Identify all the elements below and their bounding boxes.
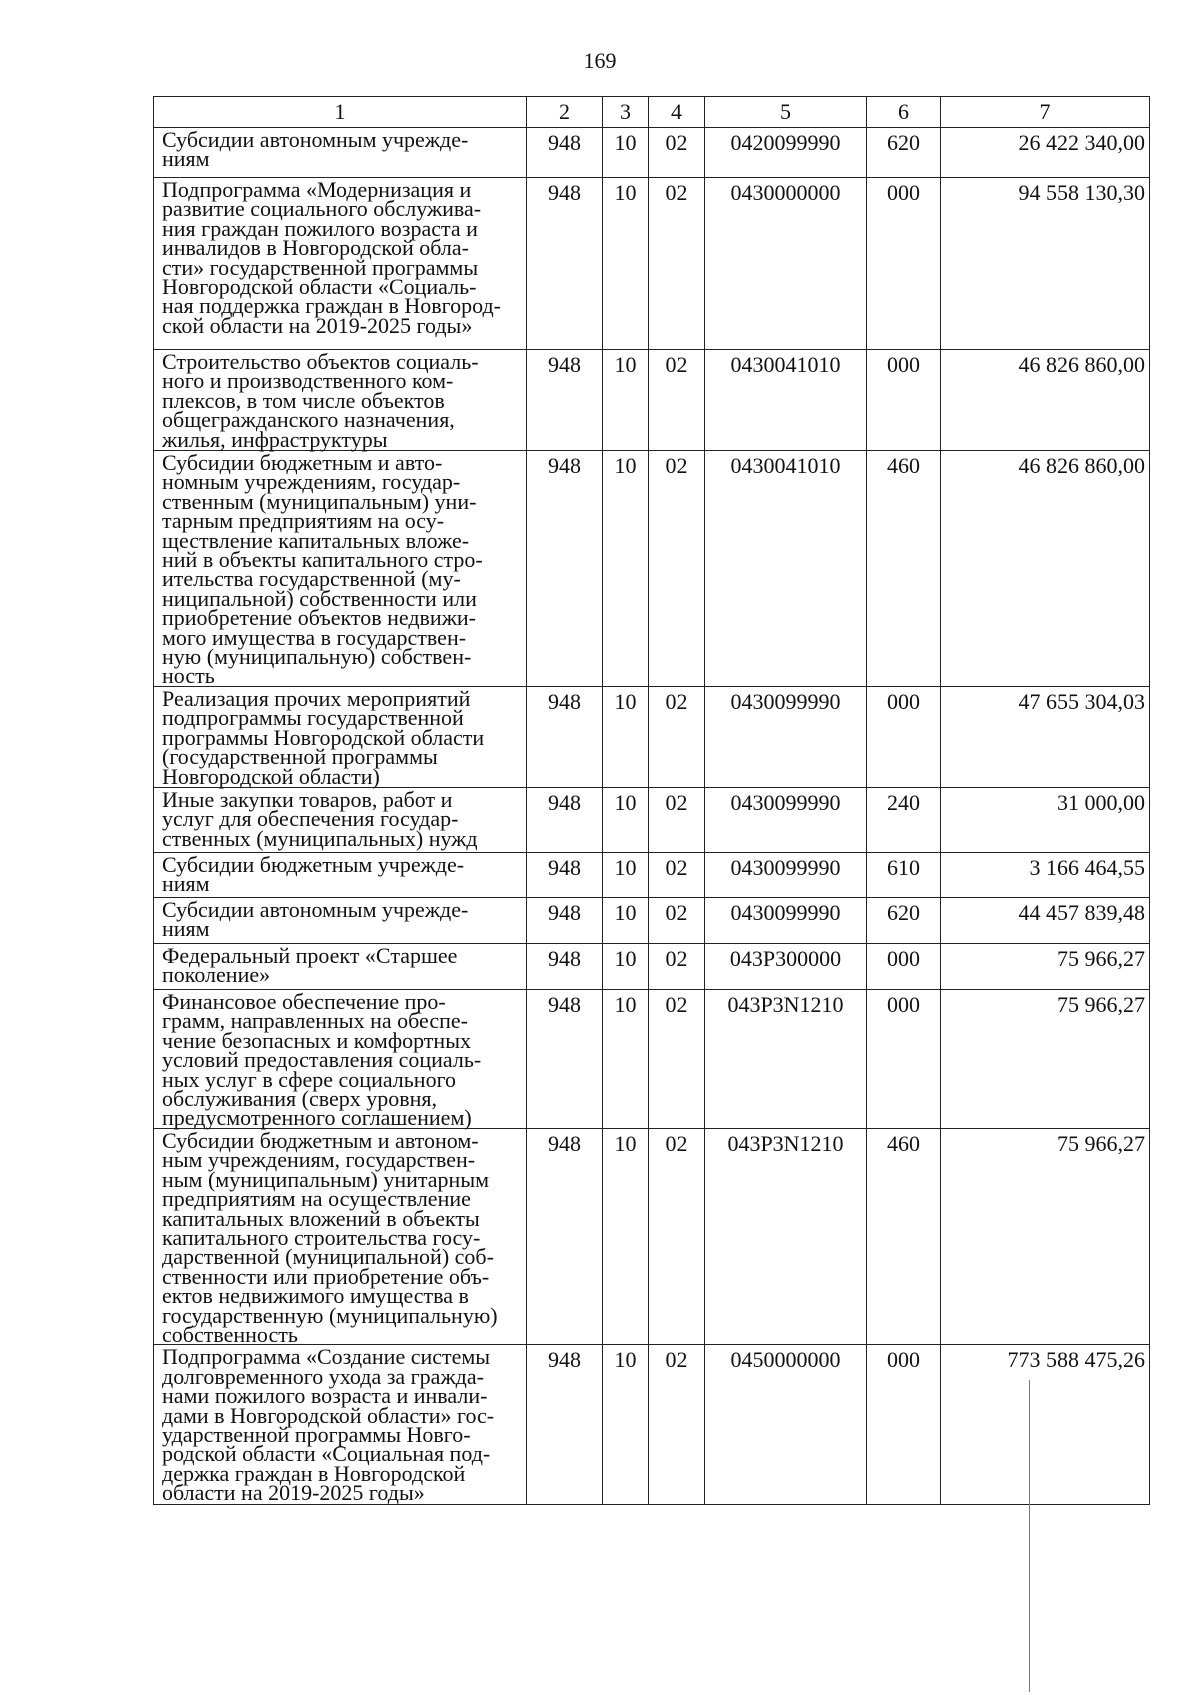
row-description: Субсидии бюджетным учрежде- ниям xyxy=(154,852,527,897)
row-expense-type: 620 xyxy=(867,897,941,943)
table-row xyxy=(154,350,1150,451)
row-expense-type: 000 xyxy=(867,350,941,451)
row-subsection-code: 02 xyxy=(649,350,705,451)
row-description: Субсидии автономным учрежде- ниям xyxy=(154,128,527,178)
row-department-code: 948 xyxy=(527,686,603,787)
page-number: 169 xyxy=(583,48,617,73)
row-target-article: 0420099990 xyxy=(705,128,867,178)
row-expense-type: 000 xyxy=(867,989,941,1128)
row-amount: 773 588 475,26 xyxy=(941,1345,1150,1505)
row-target-article: 0430041010 xyxy=(705,350,867,451)
row-expense-type: 460 xyxy=(867,451,941,687)
row-section-code: 10 xyxy=(603,451,649,687)
header-col-1: 1 xyxy=(154,97,527,128)
row-target-article: 0430099990 xyxy=(705,852,867,897)
row-department-code: 948 xyxy=(527,1128,603,1344)
table-row xyxy=(154,989,1150,1128)
row-subsection-code: 02 xyxy=(649,1345,705,1505)
row-section-code: 10 xyxy=(603,852,649,897)
row-expense-type: 460 xyxy=(867,1128,941,1344)
row-target-article: 043P300000 xyxy=(705,943,867,989)
row-subsection-code: 02 xyxy=(649,852,705,897)
row-expense-type: 610 xyxy=(867,852,941,897)
row-expense-type: 000 xyxy=(867,686,941,787)
header-col-3: 3 xyxy=(603,97,649,128)
row-department-code: 948 xyxy=(527,787,603,852)
row-amount: 94 558 130,30 xyxy=(941,178,1150,350)
row-subsection-code: 02 xyxy=(649,1128,705,1344)
row-target-article: 0430000000 xyxy=(705,178,867,350)
header-col-4: 4 xyxy=(649,97,705,128)
row-section-code: 10 xyxy=(603,686,649,787)
row-department-code: 948 xyxy=(527,897,603,943)
row-target-article: 0430099990 xyxy=(705,897,867,943)
row-amount: 75 966,27 xyxy=(941,1128,1150,1344)
row-subsection-code: 02 xyxy=(649,943,705,989)
table-row xyxy=(154,686,1150,787)
row-amount: 46 826 860,00 xyxy=(941,350,1150,451)
budget-table xyxy=(153,96,1150,1505)
row-expense-type: 000 xyxy=(867,943,941,989)
table-row xyxy=(154,897,1150,943)
row-expense-type: 000 xyxy=(867,1345,941,1505)
row-department-code: 948 xyxy=(527,1345,603,1505)
row-subsection-code: 02 xyxy=(649,686,705,787)
row-target-article: 043P3N1210 xyxy=(705,989,867,1128)
row-expense-type: 240 xyxy=(867,787,941,852)
row-amount: 26 422 340,00 xyxy=(941,128,1150,178)
row-department-code: 948 xyxy=(527,852,603,897)
row-description: Субсидии бюджетным и автоном- ным учреждениям, государствен- ным (муниципальным) унитарным предприятиям на осуществление капитальных вложений в объекты капитального строительства госу- дарственной (муниципальной) соб- ственности или приобретение объ- ектов недвижимого имущества в государственную (муниципальную) собственность xyxy=(154,1128,527,1344)
row-target-article: 0430099990 xyxy=(705,686,867,787)
header-col-2: 2 xyxy=(527,97,603,128)
row-subsection-code: 02 xyxy=(649,451,705,687)
row-section-code: 10 xyxy=(603,787,649,852)
header-row xyxy=(154,97,1150,128)
row-department-code: 948 xyxy=(527,128,603,178)
row-description: Федеральный проект «Старшее поколение» xyxy=(154,943,527,989)
row-target-article: 0430099990 xyxy=(705,787,867,852)
row-amount: 75 966,27 xyxy=(941,989,1150,1128)
row-department-code: 948 xyxy=(527,451,603,687)
row-amount: 46 826 860,00 xyxy=(941,451,1150,687)
row-amount: 47 655 304,03 xyxy=(941,686,1150,787)
row-section-code: 10 xyxy=(603,1345,649,1505)
table-row xyxy=(154,1345,1150,1505)
row-subsection-code: 02 xyxy=(649,989,705,1128)
row-department-code: 948 xyxy=(527,989,603,1128)
row-department-code: 948 xyxy=(527,943,603,989)
row-description: Реализация прочих мероприятий подпрограммы государственной программы Новгородской области (государственной программы Новгородской области) xyxy=(154,686,527,787)
row-description: Подпрограмма «Модернизация и развитие социального обслужива- ния граждан пожилого возраста и инвалидов в Новгородской обла- сти» государственной программы Новгородской области «Социаль- ная поддержка граждан в Новгород- ской области на 2019-2025 годы» xyxy=(154,178,527,350)
row-department-code: 948 xyxy=(527,350,603,451)
row-target-article: 0450000000 xyxy=(705,1345,867,1505)
row-amount: 75 966,27 xyxy=(941,943,1150,989)
row-section-code: 10 xyxy=(603,897,649,943)
table-row xyxy=(154,128,1150,178)
row-subsection-code: 02 xyxy=(649,787,705,852)
row-section-code: 10 xyxy=(603,989,649,1128)
table-row xyxy=(154,943,1150,989)
header-col-6: 6 xyxy=(867,97,941,128)
row-description: Финансовое обеспечение про- грамм, направленных на обеспе- чение безопасных и комфортных условий предоставления социаль- ных услуг в сфере социального обслуживания (сверх уровня, предусмотренного соглашением) xyxy=(154,989,527,1128)
row-target-article: 0430041010 xyxy=(705,451,867,687)
row-section-code: 10 xyxy=(603,1128,649,1344)
scan-artifact-line xyxy=(1029,1380,1030,1692)
row-description: Строительство объектов социаль- ного и производственного ком- плексов, в том числе объектов общегражданского назначения, жилья, инфраструктуры xyxy=(154,350,527,451)
table-row xyxy=(154,787,1150,852)
row-section-code: 10 xyxy=(603,128,649,178)
header-col-7: 7 xyxy=(941,97,1150,128)
table-row xyxy=(154,852,1150,897)
row-amount: 31 000,00 xyxy=(941,787,1150,852)
header-col-5: 5 xyxy=(705,97,867,128)
row-amount: 3 166 464,55 xyxy=(941,852,1150,897)
row-description: Подпрограмма «Создание системы долговременного ухода за гражда- нами пожилого возраста и инвали- дами в Новгородской области» гос- ударственной программы Новго- родской области «Социальная под- держка граждан в Новгородской области на 2019-2025 годы» xyxy=(154,1345,527,1505)
table-row xyxy=(154,1128,1150,1344)
table-row xyxy=(154,178,1150,350)
row-section-code: 10 xyxy=(603,178,649,350)
row-amount: 44 457 839,48 xyxy=(941,897,1150,943)
row-description: Субсидии бюджетным и авто- номным учреждениям, государ- ственным (муниципальным) уни- тарным предприятиям на осу- ществление капитальных вложе- ний в объекты капитального стро- ительства государственной (му- ниципальной) собственности или приобретение объектов недвижи- мого имущества в государствен- ную (муниципальную) собствен- ность xyxy=(154,451,527,687)
row-expense-type: 000 xyxy=(867,178,941,350)
row-expense-type: 620 xyxy=(867,128,941,178)
row-description: Иные закупки товаров, работ и услуг для обеспечения государ- ственных (муниципальных) нужд xyxy=(154,787,527,852)
table-row xyxy=(154,451,1150,687)
row-subsection-code: 02 xyxy=(649,897,705,943)
row-description: Субсидии автономным учрежде- ниям xyxy=(154,897,527,943)
row-subsection-code: 02 xyxy=(649,178,705,350)
row-department-code: 948 xyxy=(527,178,603,350)
row-section-code: 10 xyxy=(603,943,649,989)
row-target-article: 043P3N1210 xyxy=(705,1128,867,1344)
row-section-code: 10 xyxy=(603,350,649,451)
row-subsection-code: 02 xyxy=(649,128,705,178)
table-body xyxy=(154,128,1150,1505)
